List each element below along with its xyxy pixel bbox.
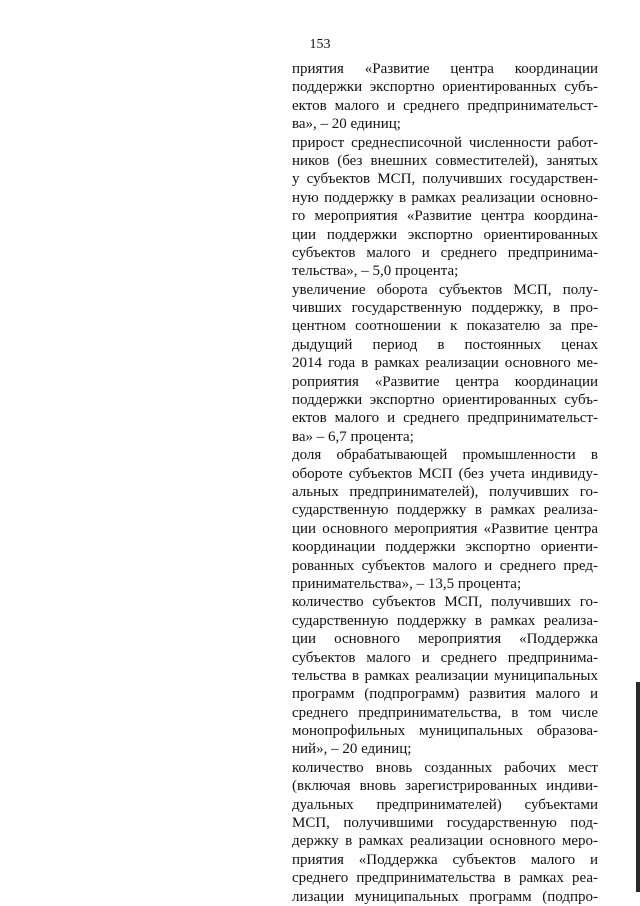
- text-line: поддержки экспортно ориентированных субъ-: [292, 392, 598, 409]
- text-line: ции поддержки экспортно ориентированных: [292, 226, 598, 243]
- scan-edge-mark: [636, 682, 640, 892]
- text-line: сударственную поддержку в рамках реализа-: [292, 612, 598, 629]
- text-line: МСП, получившими государственную под-: [292, 815, 598, 832]
- text-line: среднего предпринимательства в рамках реа-: [292, 870, 598, 887]
- text-line: доля обрабатывающей промышленности в: [292, 447, 598, 464]
- text-line: ников (без внешних совместителей), занятых: [292, 152, 598, 169]
- document-text: [292, 60, 598, 906]
- text-line: центном соотношении к показателю за пре-: [292, 318, 598, 335]
- text-line: количество вновь созданных рабочих мест: [292, 759, 598, 776]
- text-line: у субъектов МСП, получивших государствен-: [292, 171, 598, 188]
- text-line: альных предпринимателей), получивших го-: [292, 483, 598, 500]
- page-number: 153: [309, 37, 331, 52]
- text-line: количество субъектов МСП, получивших го-: [292, 594, 598, 611]
- text-line: чивших государственную поддержку, в про-: [292, 300, 598, 317]
- text-line: роприятия «Развитие центра координации: [292, 373, 598, 390]
- text-line: ции основного мероприятия «Поддержка: [292, 631, 598, 648]
- text-line: дыдущий период в постоянных ценах: [292, 336, 598, 353]
- text-line: лизации муниципальных программ (подпро-: [292, 888, 598, 905]
- text-line: ции основного мероприятия «Развитие центра: [292, 520, 598, 537]
- text-line: координации поддержки экспортно ориенти-: [292, 539, 598, 556]
- text-line: ную поддержку в рамках реализации основно-: [292, 189, 598, 206]
- text-line: программ (подпрограмм) развития малого и: [292, 686, 598, 703]
- text-line: го мероприятия «Развитие центра координа-: [292, 208, 598, 225]
- text-line: ва» – 6,7 процента;: [292, 428, 414, 445]
- text-line: 2014 года в рамках реализации основного ме-: [292, 355, 598, 372]
- text-line: сударственную поддержку в рамках реализа-: [292, 502, 598, 519]
- text-line: принимательства», – 13,5 процента;: [292, 575, 522, 592]
- text-line: субъектов малого и среднего предпринима-: [292, 244, 598, 261]
- text-line: среднего предпринимательства, в том числе: [292, 704, 598, 721]
- text-line: рованных субъектов малого и среднего пред-: [292, 557, 598, 574]
- text-line: держку в рамках реализации основного меро-: [292, 833, 598, 850]
- text-line: ва», – 20 единиц;: [292, 116, 401, 133]
- text-line: (включая вновь зарегистрированных индиви-: [292, 778, 598, 795]
- text-line: дуальных предпринимателей) субъектами: [292, 796, 598, 813]
- text-line: ний», – 20 единиц;: [292, 741, 412, 758]
- text-line: ектов малого и среднего предпринимательст-: [292, 410, 598, 427]
- text-line: тельства», – 5,0 процента;: [292, 263, 459, 280]
- text-line: приятия «Развитие центра координации: [292, 61, 598, 77]
- text-line: поддержки экспортно ориентированных субъ-: [292, 79, 598, 96]
- text-line: обороте субъектов МСП (без учета индивиду-: [292, 465, 598, 482]
- text-line: субъектов малого и среднего предпринима-: [292, 649, 598, 666]
- text-line: приятия «Поддержка субъектов малого и: [292, 851, 598, 868]
- text-line: тельства в рамках реализации муниципальных: [292, 667, 598, 684]
- text-line: увеличение оборота субъектов МСП, полу-: [292, 281, 598, 298]
- text-line: монопрофильных муниципальных образова-: [292, 723, 598, 740]
- text-line: ектов малого и среднего предпринимательст-: [292, 97, 598, 114]
- text-line: прирост среднесписочной численности работ-: [292, 134, 598, 151]
